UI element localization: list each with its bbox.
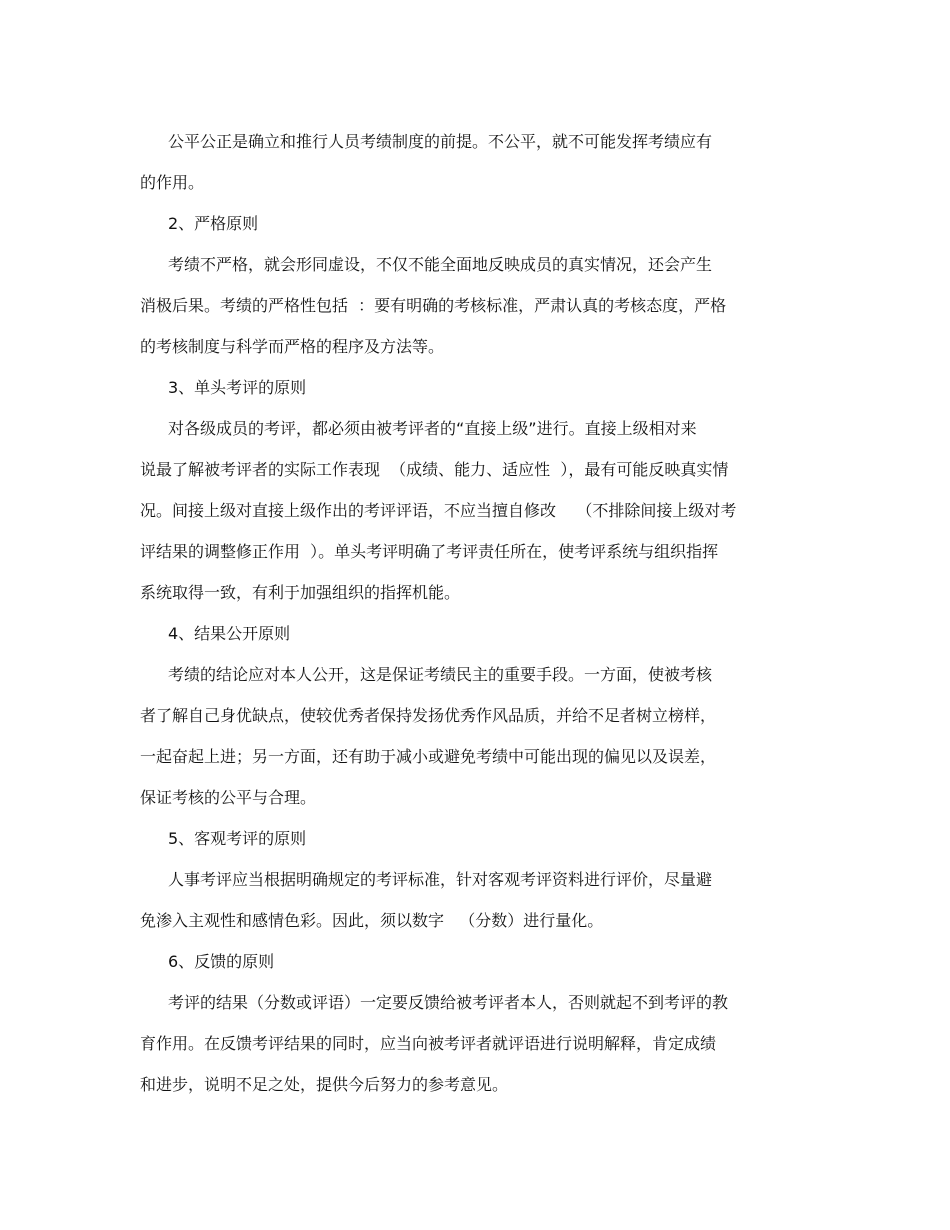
paragraph-line: 公平公正是确立和推行人员考绩制度的前提。不公平，就不可能发挥考绩应有: [168, 132, 713, 151]
paragraph-line: 对各级成员的考评，都必须由被考评者的“直接上级”进行。直接上级相对来: [168, 419, 697, 438]
section-heading: 3、单头考评的原则: [168, 378, 307, 397]
section-heading: 4、结果公开原则: [168, 624, 291, 643]
paragraph-line: 系统取得一致，有利于加强组织的指挥机能。: [140, 583, 461, 602]
paragraph-line: 考绩不严格，就会形同虚设，不仅不能全面地反映成员的真实情况，还会产生: [168, 255, 713, 274]
paragraph-line: 说最了解被考评者的实际工作表现 （成绩、能力、适应性 ），最有可能反映真实情: [140, 460, 729, 479]
section-heading: 5、客观考评的原则: [168, 829, 307, 848]
paragraph-line: 者了解自己身优缺点，使较优秀者保持发扬优秀作风品质，并给不足者树立榜样，: [140, 706, 717, 725]
paragraph-line: 人事考评应当根据明确规定的考评标准，针对客观考评资料进行评价，尽量避: [168, 870, 713, 889]
paragraph-line: 和进步，说明不足之处，提供今后努力的参考意见。: [140, 1075, 509, 1094]
paragraph-line: 的作用。: [140, 173, 205, 192]
paragraph-line: 育作用。在反馈考评结果的同时，应当向被考评者就评语进行说明解释，肯定成绩: [140, 1034, 717, 1053]
paragraph-line: 的考核制度与科学而严格的程序及方法等。: [140, 337, 445, 356]
paragraph-line: 消极后果。考绩的严格性包括 ：要有明确的考核标准，严肃认真的考核态度，严格: [140, 296, 727, 315]
paragraph-line: 评结果的调整修正作用 ）。单头考评明确了考评责任所在，使考评系统与组织指挥: [140, 542, 719, 561]
paragraph-line: 一起奋起上进；另一方面，还有助于减小或避免考绩中可能出现的偏见以及误差，: [140, 747, 717, 766]
paragraph-line: 免渗入主观性和感情色彩。因此，须以数字 （分数）进行量化。: [140, 911, 604, 930]
section-heading: 6、反馈的原则: [168, 952, 275, 971]
paragraph-line: 考评的结果（分数或评语）一定要反馈给被考评者本人，否则就起不到考评的教: [168, 993, 729, 1012]
section-heading: 2、严格原则: [168, 214, 259, 233]
paragraph-line: 考绩的结论应对本人公开，这是保证考绩民主的重要手段。一方面，使被考核: [168, 665, 713, 684]
paragraph-line: 保证考核的公平与合理。: [140, 788, 317, 807]
paragraph-line: 况。间接上级对直接上级作出的考评评语，不应当擅自修改 （不排除间接上级对考: [140, 501, 737, 520]
